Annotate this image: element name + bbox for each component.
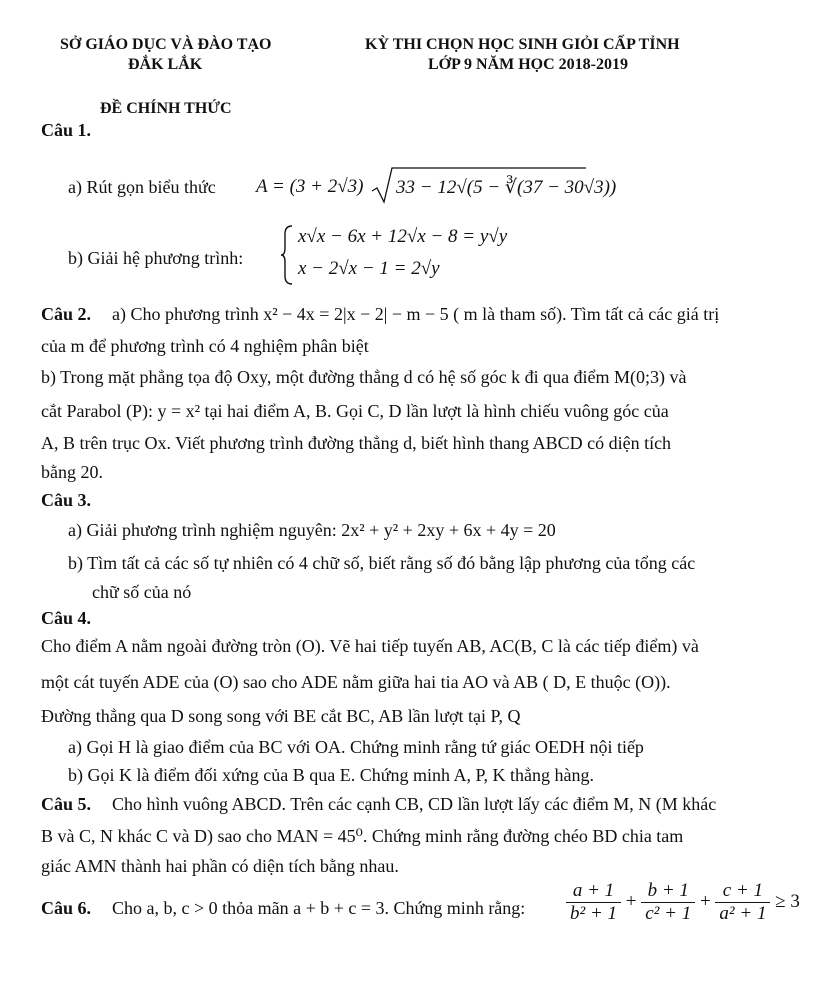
- q6-inequality: [566, 880, 800, 925]
- q1b-text: b) Giải hệ phương trình:: [68, 248, 244, 268]
- q1b-equation-1: x√x − 6x + 12√x − 8 = y√y: [298, 226, 508, 247]
- q1a-text: a) Rút gọn biểu thức: [68, 177, 216, 197]
- q6-plus-2: +: [699, 890, 711, 912]
- official-label: ĐỀ CHÍNH THỨC: [100, 100, 232, 117]
- q2-line-2: của m để phương trình có 4 nghiệm phân biệt: [41, 336, 369, 356]
- question-2-title: Câu 2.: [41, 304, 92, 324]
- q2-line-4: cắt Parabol (P): y = x² tại hai điểm A, B. Gọi C, D lần lượt là hình chiếu vuông góc của: [41, 401, 669, 421]
- q1b-equation-2: x − 2√x − 1 = 2√y: [298, 258, 440, 279]
- q6-text: Cho a, b, c > 0 thỏa mãn a + b + c = 3. Chứng minh rằng:: [112, 898, 526, 918]
- q6-plus-1: +: [625, 890, 637, 912]
- province-name: ĐẮK LẮK: [128, 56, 203, 73]
- q5-line-1: Cho hình vuông ABCD. Trên các cạnh CB, CD lần lượt lấy các điểm M, N (M khác: [112, 794, 717, 814]
- q2-line-1: a) Cho phương trình x² − 4x = 2|x − 2| − m − 5 ( m là tham số). Tìm tất cả các giá trị: [112, 304, 720, 324]
- question-6-title: Câu 6.: [41, 898, 92, 918]
- q3b-line-2: chữ số của nó: [92, 582, 192, 602]
- question-3-title: Câu 3.: [41, 490, 92, 510]
- q6-fraction-1: $\frac{a + 1}{\text{b² + 1}}$: [566, 880, 621, 925]
- q1a-radicand: 33 − 12√(5 − ∛(37 − 30√3)): [396, 177, 617, 198]
- q6-fraction-3: $\frac{c + 1}{\text{a² + 1}}$: [715, 880, 770, 925]
- question-4-title: Câu 4.: [41, 608, 92, 628]
- q6-fraction-2: $\frac{b + 1}{\text{c² + 1}}$: [641, 880, 695, 925]
- q4-line-3: Đường thẳng qua D song song với BE cắt BC, AB lần lượt tại P, Q: [41, 706, 521, 726]
- q4b-text: b) Gọi K là điểm đối xứng của B qua E. Chứng minh A, P, K thẳng hàng.: [68, 765, 594, 785]
- q3a-text: a) Giải phương trình nghiệm nguyên: 2x² + y² + 2xy + 6x + 4y = 20: [68, 520, 556, 540]
- q1a-prefix: A = (3 + 2√3): [256, 176, 364, 197]
- question-5-title: Câu 5.: [41, 794, 92, 814]
- q6-tail: ≥ 3: [775, 890, 800, 912]
- q5-line-3: giác AMN thành hai phần có diện tích bằng nhau.: [41, 856, 399, 876]
- department-name: SỞ GIÁO DỤC VÀ ĐÀO TẠO: [60, 36, 272, 53]
- question-1-title: Câu 1.: [41, 120, 92, 140]
- exam-title: KỲ THI CHỌN HỌC SINH GIỎI CẤP TỈNH: [365, 36, 680, 53]
- q2-line-6: bằng 20.: [41, 462, 103, 482]
- q2-line-3: b) Trong mặt phẳng tọa độ Oxy, một đường thẳng d có hệ số góc k đi qua điểm M(0;3) và: [41, 367, 687, 387]
- exam-grade-year: LỚP 9 NĂM HỌC 2018-2019: [428, 56, 628, 73]
- q4-line-1: Cho điểm A nằm ngoài đường tròn (O). Vẽ hai tiếp tuyến AB, AC(B, C là các tiếp điểm) và: [41, 636, 699, 656]
- q4-line-2: một cát tuyến ADE của (O) sao cho ADE nằm giữa hai tia AO và AB ( D, E thuộc (O)).: [41, 672, 671, 692]
- q4a-text: a) Gọi H là giao điểm của BC với OA. Chứng minh rằng tứ giác OEDH nội tiếp: [68, 737, 644, 757]
- q3b-line-1: b) Tìm tất cả các số tự nhiên có 4 chữ số, biết rằng số đó bằng lập phương của tổng các: [68, 553, 696, 573]
- left-brace-icon: [280, 224, 294, 286]
- q2-line-5: A, B trên trục Ox. Viết phương trình đường thẳng d, biết hình thang ABCD có diện tích: [41, 433, 672, 453]
- q5-line-2: B và C, N khác C và D) sao cho MAN = 45⁰. Chứng minh rằng đường chéo BD chia tam: [41, 826, 684, 846]
